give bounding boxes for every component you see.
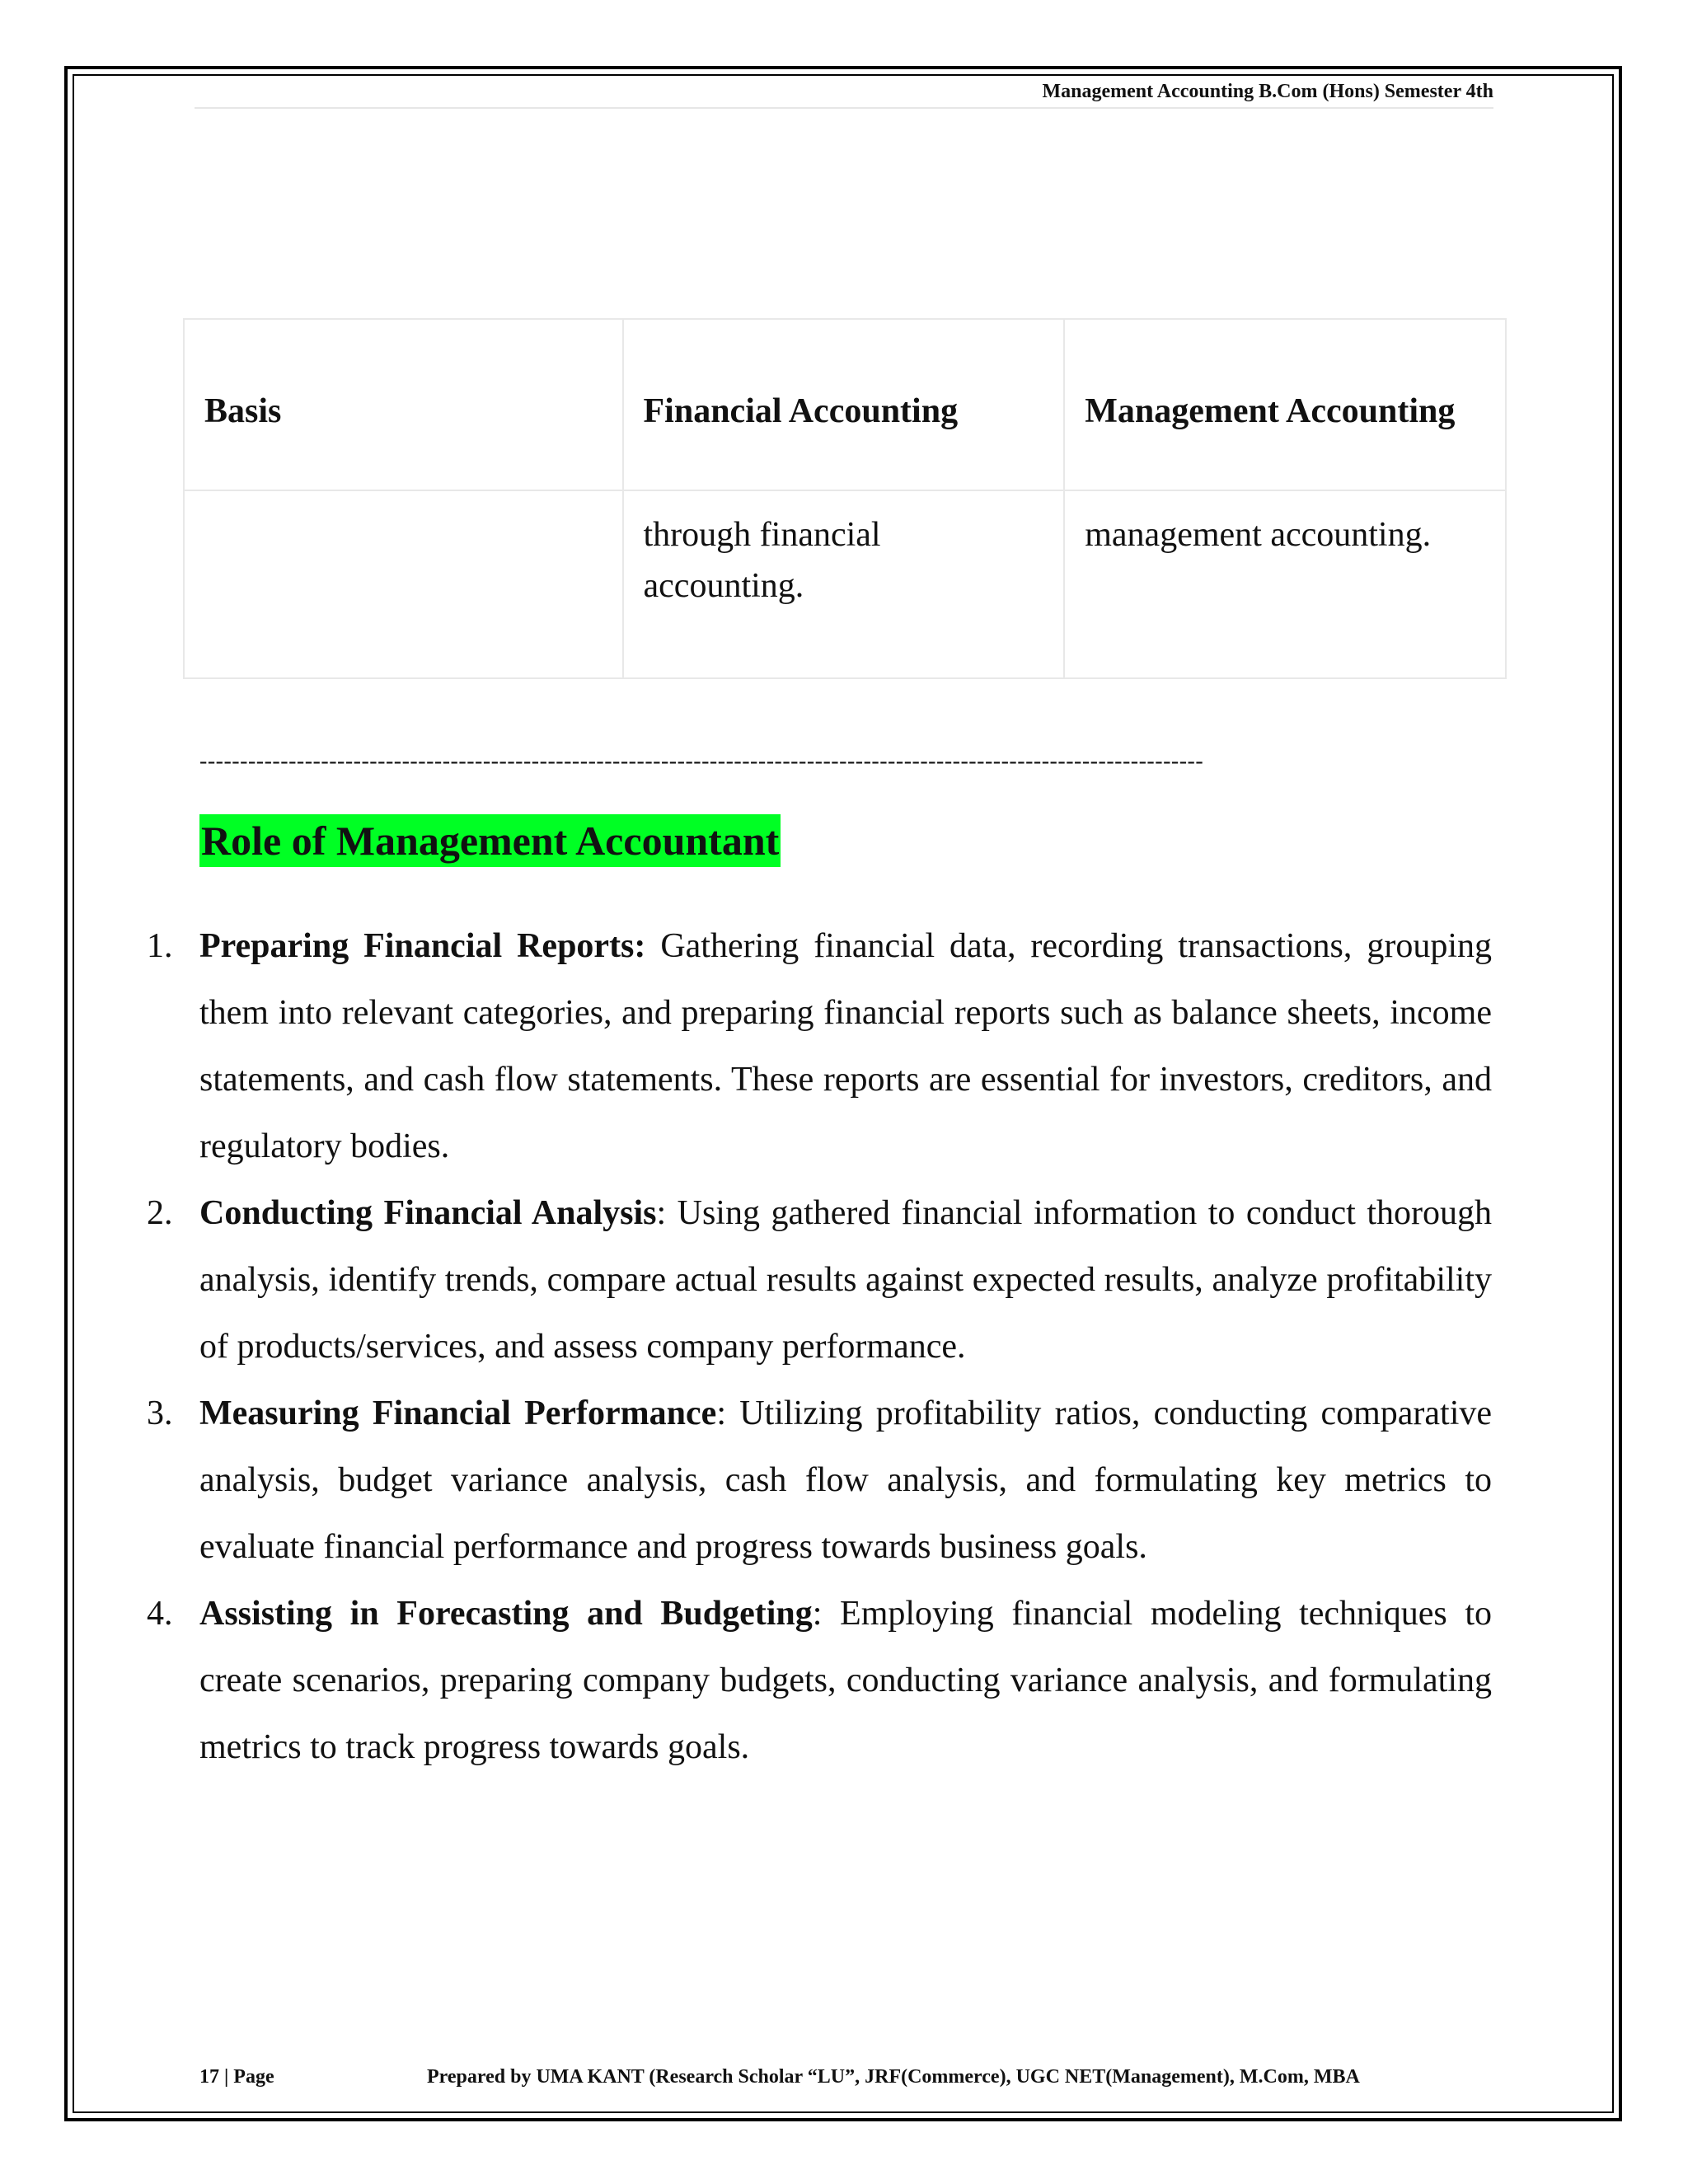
table-cell [184,490,623,678]
list-item-heading: Measuring Financial Performance [199,1394,717,1432]
comparison-table [183,318,1507,679]
list-item-text: : Utilizing profitability ratios, conducting comparative analysis, budget variance analysis, cash flow analysis, and formulating key metrics to evaluate financial performance and progress towards business goals. [199,1394,1493,1566]
list-item-number: 4. [147,1595,173,1633]
column-header-financial-accounting: Financial Accounting [623,319,1065,490]
list-item-text: Gathering financial data, recording transactions, grouping them into relevant categories, and preparing financial reports such as balance sheets, income statements, and cash flow statements. These reports are essential for investors, creditors, and regulatory bodies. [199,927,1492,1165]
list-item [147,1380,1493,1581]
page-header [195,81,1493,109]
table-cell: management accounting. [1064,490,1506,678]
list-item-heading: Preparing Financial Reports: [199,927,646,965]
page-footer [199,2066,1485,2094]
column-header-basis: Basis [184,319,623,490]
prepared-by: Prepared by UMA KANT (Research Scholar “LU”, JRF(Commerce), UGC NET(Management), M.Com, MBA [427,2066,1360,2088]
list-item-heading: Conducting Financial Analysis [199,1194,657,1232]
list-item-text: : Using gathered financial information to conduct thorough analysis, identify trends, compare actual results against expected results, analyze profitability of products/services, and assess company performance. [199,1194,1492,1366]
separator-line: ---------------------------------------------------------------------------------------------------------------------------- [199,748,1204,774]
running-title: Management Accounting B.Com (Hons) Semester 4th [1042,81,1493,102]
list-item-number: 3. [147,1394,173,1432]
list-item [147,1581,1492,1781]
column-header-management-accounting: Management Accounting [1064,319,1506,490]
list-item-number: 2. [147,1194,173,1232]
roles-list [147,913,1493,1781]
list-item-number: 1. [147,927,173,965]
list-item [147,1180,1492,1380]
list-item-heading: Assisting in Forecasting and Budgeting [199,1595,813,1633]
page-number: 17 | Page [199,2066,274,2088]
table-row [184,490,1506,678]
list-item-text: : Employing financial modeling techniques to create scenarios, preparing company budgets, conducting variance analysis, and formulating metrics to track progress towards goals. [199,1595,1492,1766]
table-cell: through financial accounting. [623,490,1065,678]
list-item [147,913,1492,1180]
section-title: Role of Management Accountant [199,814,781,867]
table-header-row [184,319,1506,490]
